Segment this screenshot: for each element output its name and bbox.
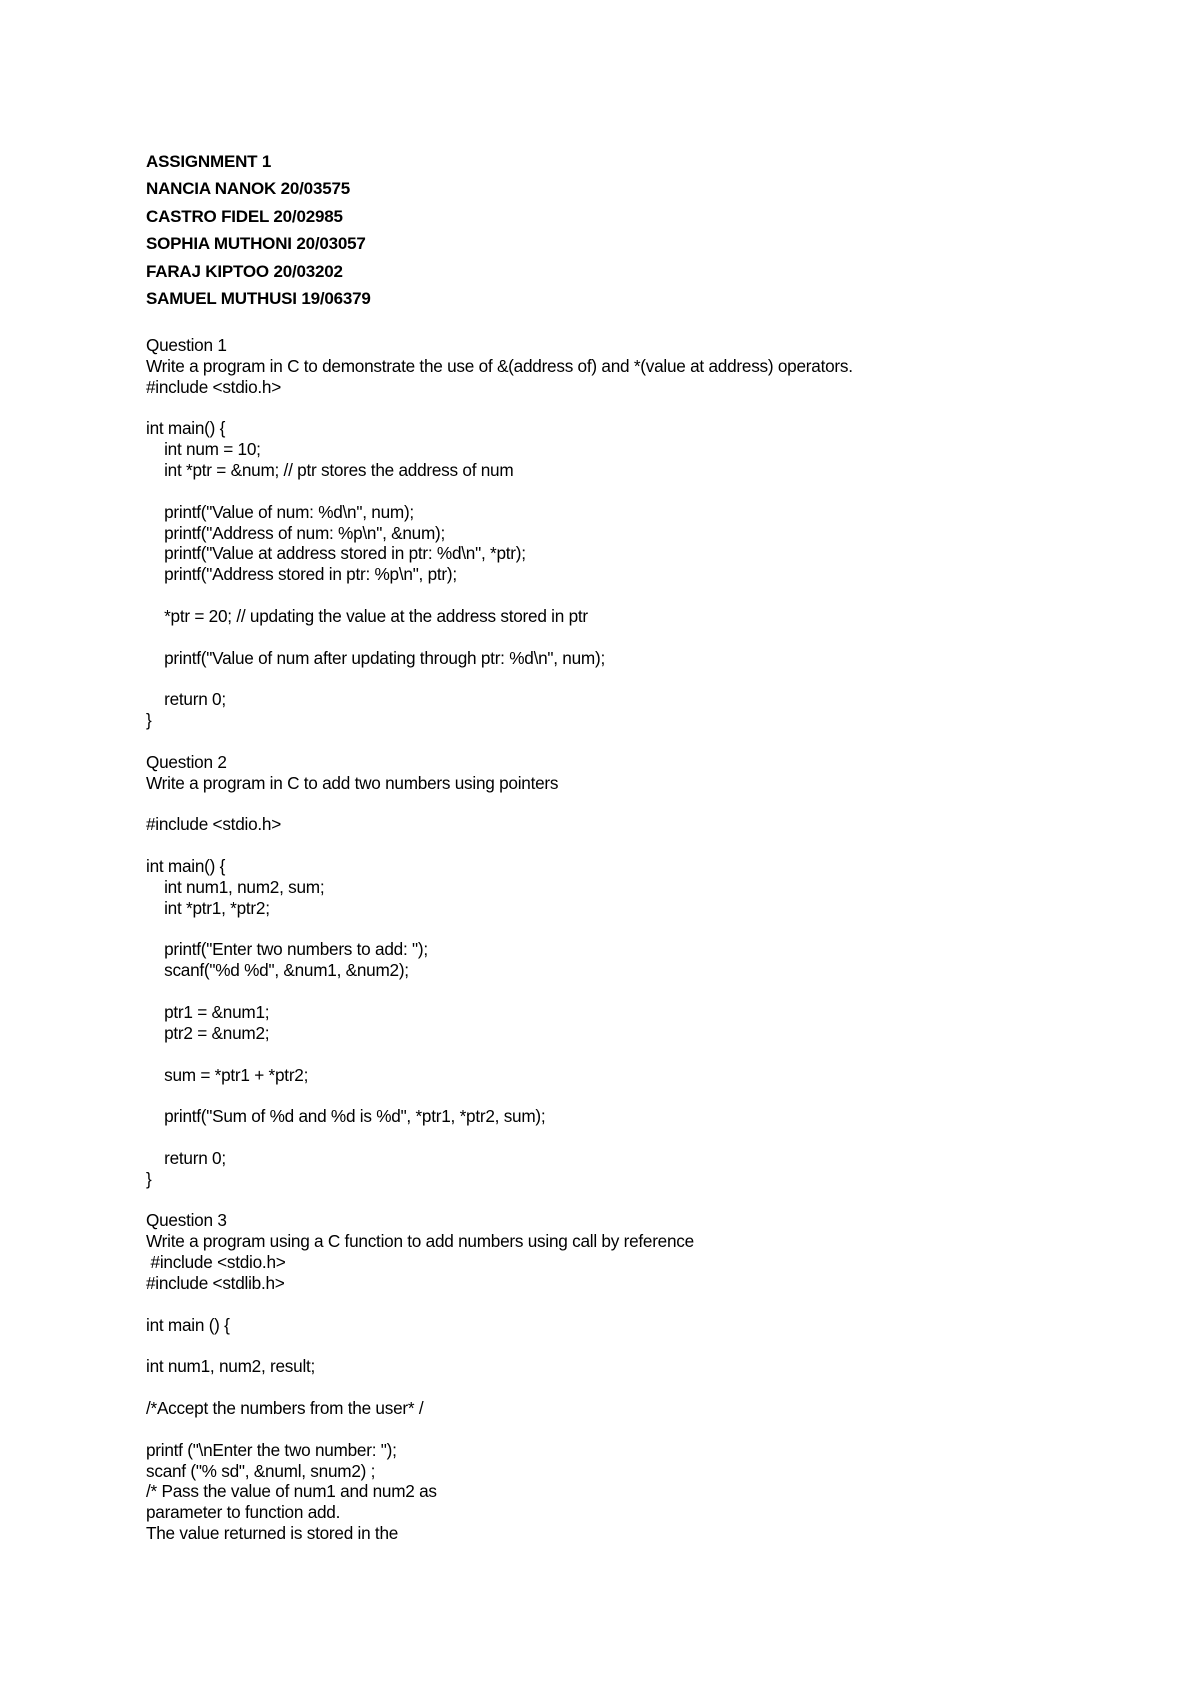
code-line: The value returned is stored in the xyxy=(146,1523,399,1544)
blank-line xyxy=(146,627,853,648)
code-line: parameter to function add. xyxy=(146,1502,341,1523)
blank-line xyxy=(146,731,853,752)
code-line: printf("Value of num after updating through ptr: %d\n", num); xyxy=(146,647,605,668)
code-line: /* Pass the value of num1 and num2 as xyxy=(146,1481,437,1502)
code-line: int main() { xyxy=(146,418,226,439)
student-name-line: SOPHIA MUTHONI 20/03057 xyxy=(146,234,366,254)
code-line: #include <stdio.h> xyxy=(146,1252,286,1273)
code-line: #include <stdlib.h> xyxy=(146,1272,285,1293)
assignment-header xyxy=(146,148,371,312)
code-line: int num1, num2, result; xyxy=(146,1356,316,1377)
question-heading: Question 1 xyxy=(146,335,227,355)
blank-line xyxy=(146,1294,853,1315)
code-line: int num1, num2, sum; xyxy=(146,876,325,897)
code-line: printf("Value of num: %d\n", num); xyxy=(146,501,414,522)
blank-line xyxy=(146,1190,853,1211)
code-line: #include <stdio.h> xyxy=(146,814,282,835)
blank-line xyxy=(146,585,853,606)
blank-line xyxy=(146,794,853,815)
blank-line xyxy=(146,398,853,419)
blank-line xyxy=(146,835,853,856)
blank-line xyxy=(146,981,853,1002)
code-line: int num = 10; xyxy=(146,439,261,460)
blank-line xyxy=(146,1127,853,1148)
code-line: int main() { xyxy=(146,856,226,877)
blank-line xyxy=(146,1336,853,1357)
code-line: int main () { xyxy=(146,1314,230,1335)
code-line: } xyxy=(146,1168,152,1189)
code-line: return 0; xyxy=(146,1147,226,1168)
code-line: printf("Value at address stored in ptr: %d\n", *ptr); xyxy=(146,543,526,564)
blank-line xyxy=(146,1377,853,1398)
student-name-line: SAMUEL MUTHUSI 19/06379 xyxy=(146,288,371,308)
student-name-line: FARAJ KIPTOO 20/03202 xyxy=(146,261,343,281)
blank-line xyxy=(146,669,853,690)
code-line: printf("Address of num: %p\n", &num); xyxy=(146,522,446,543)
blank-line xyxy=(146,919,853,940)
question-prompt: Write a program in C to add two numbers using pointers xyxy=(146,772,559,793)
code-line: scanf ("% sd", &numl, snum2) ; xyxy=(146,1460,376,1481)
student-name-line: NANCIA NANOK 20/03575 xyxy=(146,179,350,199)
code-line: /*Accept the numbers from the user* / xyxy=(146,1398,424,1419)
code-line: printf("Sum of %d and %d is %d", *ptr1, *ptr2, sum); xyxy=(146,1106,546,1127)
blank-line xyxy=(146,1044,853,1065)
code-line: sum = *ptr1 + *ptr2; xyxy=(146,1064,309,1085)
question-prompt: Write a program using a C function to add numbers using call by reference xyxy=(146,1231,694,1252)
question-prompt: Write a program in C to demonstrate the use of &(address of) and *(value at address) operators. xyxy=(146,355,853,376)
code-line: } xyxy=(146,710,152,731)
code-line: ptr1 = &num1; xyxy=(146,1002,270,1022)
code-line: *ptr = 20; // updating the value at the address stored in ptr xyxy=(146,605,588,626)
document-body xyxy=(146,335,853,1544)
blank-line xyxy=(146,481,853,502)
code-line: int *ptr = &num; // ptr stores the address of num xyxy=(146,460,514,481)
code-line: scanf("%d %d", &num1, &num2); xyxy=(146,960,409,981)
blank-line xyxy=(146,1085,853,1106)
student-name-line: CASTRO FIDEL 20/02985 xyxy=(146,206,343,226)
blank-line xyxy=(146,1419,853,1440)
code-line: ptr2 = &num2; xyxy=(146,1022,270,1043)
question-heading: Question 3 xyxy=(146,1210,227,1231)
question-heading: Question 2 xyxy=(146,751,227,772)
assignment-title: ASSIGNMENT 1 xyxy=(146,152,272,171)
code-line: printf("Enter two numbers to add: "); xyxy=(146,939,428,960)
code-line: printf ("\nEnter the two number: "); xyxy=(146,1439,397,1460)
code-line: printf("Address stored in ptr: %p\n", ptr); xyxy=(146,564,457,585)
code-line: #include <stdio.h> xyxy=(146,376,282,397)
code-line: return 0; xyxy=(146,689,226,710)
code-line: int *ptr1, *ptr2; xyxy=(146,897,270,918)
